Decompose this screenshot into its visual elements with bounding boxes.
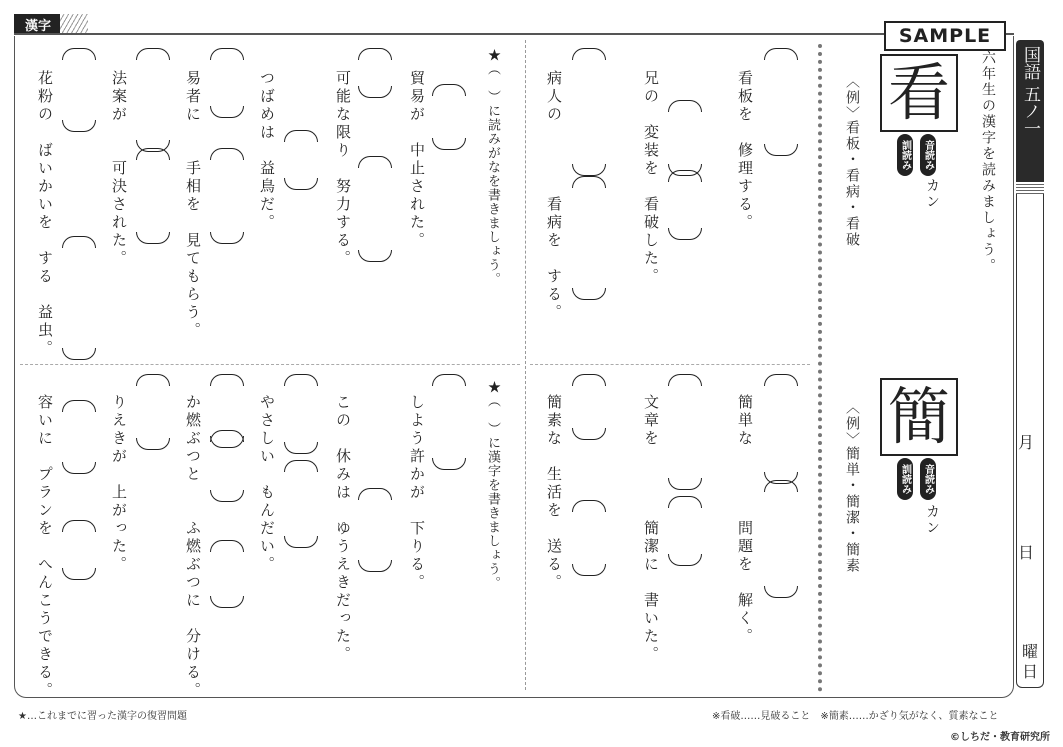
example-words-1: 看板・看病・看破: [844, 120, 860, 248]
answer-box[interactable]: [764, 374, 798, 484]
example-words-2: 簡単・簡潔・簡素: [844, 446, 860, 574]
answer-box[interactable]: [210, 148, 244, 244]
write-question-2: 文章を 簡潔に 書いた。: [642, 394, 660, 664]
example-divider: [818, 44, 822, 692]
on-reading-1: カン: [924, 178, 940, 210]
answer-box[interactable]: [668, 496, 702, 566]
example-label-1: 〈例〉: [844, 74, 860, 122]
answer-box[interactable]: [668, 170, 702, 240]
write-review-1: しよう許かが 下りる。: [408, 394, 426, 592]
answer-box[interactable]: [284, 374, 318, 454]
answer-box[interactable]: [572, 374, 606, 440]
answer-box[interactable]: [210, 540, 244, 608]
read-review-1: 貿易が 中止された。: [408, 70, 426, 250]
answer-box[interactable]: [210, 430, 244, 502]
answer-box[interactable]: [668, 100, 702, 176]
date-month: 月: [1018, 433, 1035, 452]
answer-box[interactable]: [136, 374, 170, 450]
write-review-3: やさしい もんだい。: [258, 394, 276, 574]
write-review-5: りえきが 上がった。: [110, 394, 128, 574]
read-question-3: 病人の 看病を する。: [545, 70, 563, 322]
left-divider: [20, 364, 520, 365]
write-review-instruction: ★（ ）に漢字を書きましょう。: [485, 380, 500, 590]
write-question-1: 簡単な 問題を 解く。: [736, 394, 754, 646]
kun-reading-label-2: 訓読み: [897, 458, 913, 500]
answer-box[interactable]: [572, 500, 606, 576]
read-question-2: 兄の 変装を 看破した。: [642, 70, 660, 286]
read-review-3: つばめは 益鳥だ。: [258, 70, 276, 232]
write-review-2: この 休みは ゆうえきだった。: [334, 394, 352, 664]
answer-box[interactable]: [284, 130, 318, 190]
answer-box[interactable]: [432, 374, 466, 470]
example-kanji-2: 簡: [880, 378, 958, 456]
kun-reading-label-1: 訓読み: [897, 134, 913, 176]
date-weekday: 曜日: [1021, 642, 1038, 681]
read-review-5: 法案が 可決された。: [110, 70, 128, 268]
answer-box[interactable]: [764, 48, 798, 156]
sidebar-title: 国語 五ノ一: [1020, 46, 1040, 137]
read-review-instruction: ★（ ）に読みがなを書きましょう。: [485, 48, 500, 286]
answer-box[interactable]: [358, 488, 392, 572]
answer-box[interactable]: [572, 176, 606, 300]
answer-box[interactable]: [668, 374, 702, 490]
answer-box[interactable]: [136, 48, 170, 152]
answer-box[interactable]: [764, 480, 798, 598]
read-review-4: 易者に 手相を 見てもらう。: [184, 70, 202, 340]
read-review-6: 花粉の ばいかいを する 益虫。: [36, 70, 54, 358]
answer-box[interactable]: [572, 48, 606, 176]
answer-box[interactable]: [62, 400, 96, 474]
footer-note: ※看破……見破ること ※簡素……かざり気がなく、質素なこと: [712, 711, 999, 722]
on-reading-2: カン: [924, 504, 940, 536]
read-review-2: 可能な限り 努力する。: [334, 70, 352, 268]
answer-box[interactable]: [62, 48, 96, 132]
answer-box[interactable]: [62, 236, 96, 360]
footer-legend: ★…これまでに習った漢字の復習問題: [18, 711, 187, 722]
answer-box[interactable]: [358, 156, 392, 262]
example-kanji-1: 看: [880, 54, 958, 132]
header-rule: [14, 33, 1014, 35]
read-question-1: 看板を 修理する。: [736, 70, 754, 232]
on-reading-label-2: 音読み: [920, 458, 936, 500]
sidebar-stripe: [1016, 184, 1044, 194]
right-divider: [530, 364, 810, 365]
answer-box[interactable]: [136, 148, 170, 244]
center-divider: [525, 40, 526, 690]
answer-box[interactable]: [432, 84, 466, 150]
date-day: 日: [1018, 543, 1035, 562]
instruction-top: 六年生の漢字を読みましょう。: [980, 50, 996, 274]
answer-box[interactable]: [62, 520, 96, 580]
answer-box[interactable]: [284, 460, 318, 548]
write-review-6: 容いに プランを へんこうできる。: [36, 394, 54, 700]
header-hatch: [60, 14, 88, 34]
answer-box[interactable]: [358, 48, 392, 98]
copyright: ©しちだ・教育研究所: [950, 732, 1050, 743]
header-tab: 漢字: [14, 14, 62, 34]
sample-stamp: SAMPLE: [884, 21, 1006, 51]
answer-box[interactable]: [210, 48, 244, 118]
on-reading-label-1: 音読み: [920, 134, 936, 176]
write-review-4: か燃ぶつと ふ燃ぶつに 分ける。: [184, 394, 202, 700]
write-question-3: 簡素な 生活を 送る。: [545, 394, 563, 592]
example-label-2: 〈例〉: [844, 400, 860, 448]
